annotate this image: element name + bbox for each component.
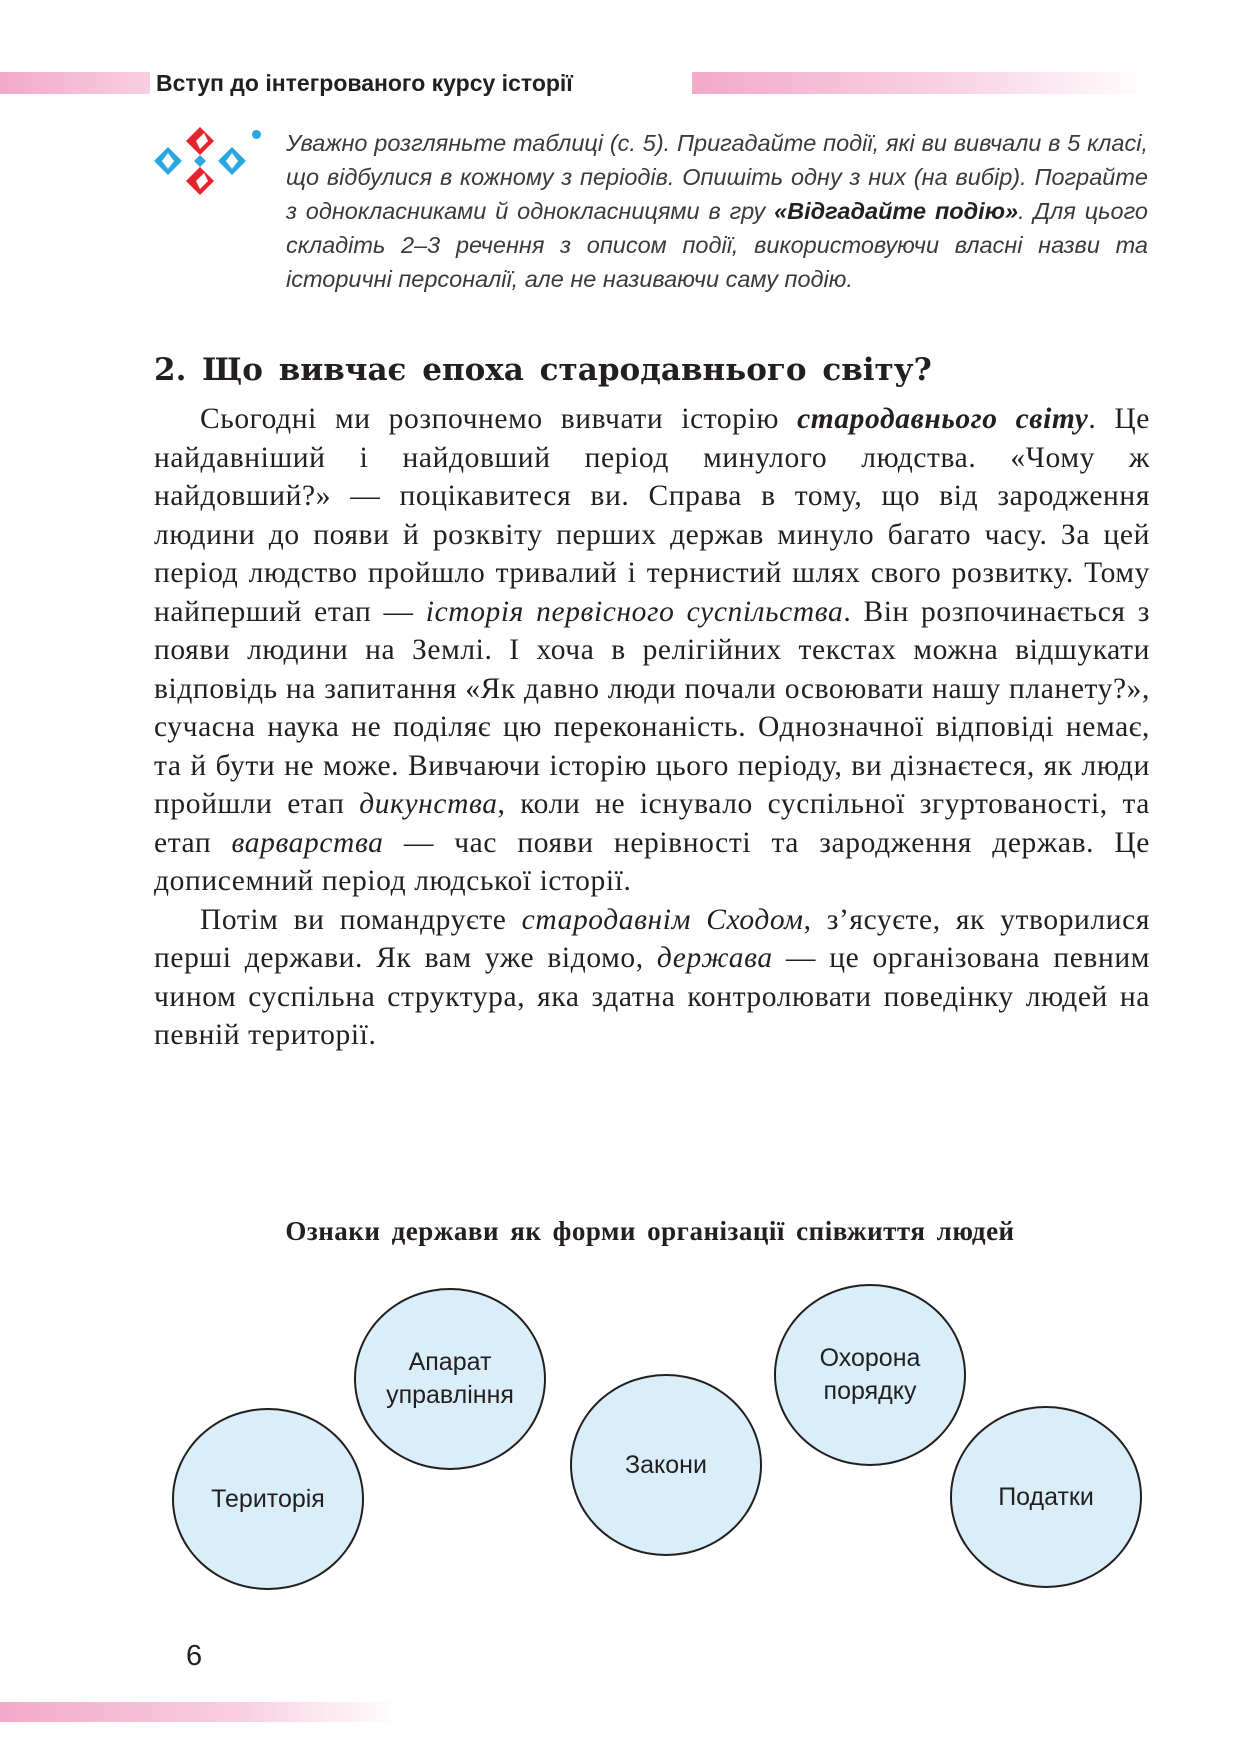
feature-circle-administration	[354, 1288, 546, 1470]
feature-circle-taxes	[950, 1406, 1142, 1588]
term: дикунства	[359, 788, 498, 820]
paragraph	[154, 901, 1150, 1055]
feature-circle-territory	[172, 1408, 364, 1590]
term: історія первісного суспільства	[425, 595, 844, 628]
text-run: — це організована певним чином суспільна структура, яка здатна контролювати поведінку людей на певній території.	[154, 942, 1150, 1051]
header-band-left	[0, 72, 150, 94]
text-run: Сьогодні ми розпочнемо вивчати історію	[200, 403, 798, 435]
body-text	[154, 400, 1150, 1055]
diamond-ornament-icon	[152, 125, 248, 197]
feature-label: порядку	[823, 1377, 917, 1405]
term: держава	[656, 942, 773, 974]
task-text-part: . Для цього складіть 2–3 речення з описом події, використовуючи власні назви та історичні персоналії, але не називаючи саму подію.	[286, 198, 1148, 292]
term: стародавнім Сходом	[521, 903, 804, 936]
footer-band	[0, 1702, 400, 1722]
term: варварства	[231, 826, 384, 859]
running-title: Вступ до інтегрованого курсу історії	[150, 68, 587, 98]
feature-label: Закони	[625, 1450, 707, 1479]
feature-label: Податки	[998, 1482, 1094, 1511]
task-text-part: Уважно розгляньте таблиці (с. 5). Пригадайте події, які ви вивчали в 5 класі, що відбулися в кожному з періодів. Опишіть одну з них (на вибір). Пограйте з однокласниками й однокласницями в гру	[286, 130, 1148, 224]
feature-label: управління	[386, 1381, 514, 1409]
header-band-right	[692, 72, 1152, 94]
task-text	[286, 126, 1148, 296]
diagram-title: Ознаки держави як форми організації співжиття людей	[285, 1216, 1015, 1246]
feature-circle-laws	[570, 1374, 762, 1556]
feature-label: Охорона	[819, 1344, 921, 1372]
text-run: , коли не існувало суспільної згуртованості, та етап	[154, 788, 1150, 859]
paragraph	[154, 400, 1150, 901]
game-name: «Відгадайте подію»	[774, 198, 1019, 224]
feature-label: Апарат	[408, 1348, 492, 1376]
task-bullet	[252, 130, 261, 139]
text-run: , з’ясуєте, як утворилися перші держави. Як вам уже відомо,	[154, 903, 1151, 974]
text-run: . Він розпочинається з появи людини на Землі. І хоча в релігійних текстах можна відшукати відповідь на запитання «Як давно люди почали освоювати нашу планету?», сучасна наука не поділяє цю переконаність. Однозначної відповіді немає, та й бути не може. Вивчаючи історію цього періоду, ви дізнаєтеся, як люди пройшли етап	[154, 595, 1150, 820]
feature-label: Територія	[211, 1484, 325, 1513]
feature-circle-public-order	[774, 1284, 966, 1466]
text-run: Потім ви помандруєте	[200, 903, 522, 936]
text-run: — час появи нерівності та зародження держав. Це дописемний період людської історії.	[154, 826, 1150, 897]
page-number: 6	[186, 1640, 203, 1672]
section-title: 2. Що вивчає епоха стародавнього світу?	[154, 352, 932, 388]
key-term: стародавнього світу	[797, 403, 1089, 435]
text-run: . Це найдавніший і найдовший період минулого людства. «Чому ж найдовший?» — поцікавитеся ви. Справа в тому, що від зародження людини до появи й розквіту перших держав минуло багато часу. За цей період людство пройшло тривалий і тернистий шлях свого розвитку. Тому найперший етап —	[154, 403, 1151, 628]
